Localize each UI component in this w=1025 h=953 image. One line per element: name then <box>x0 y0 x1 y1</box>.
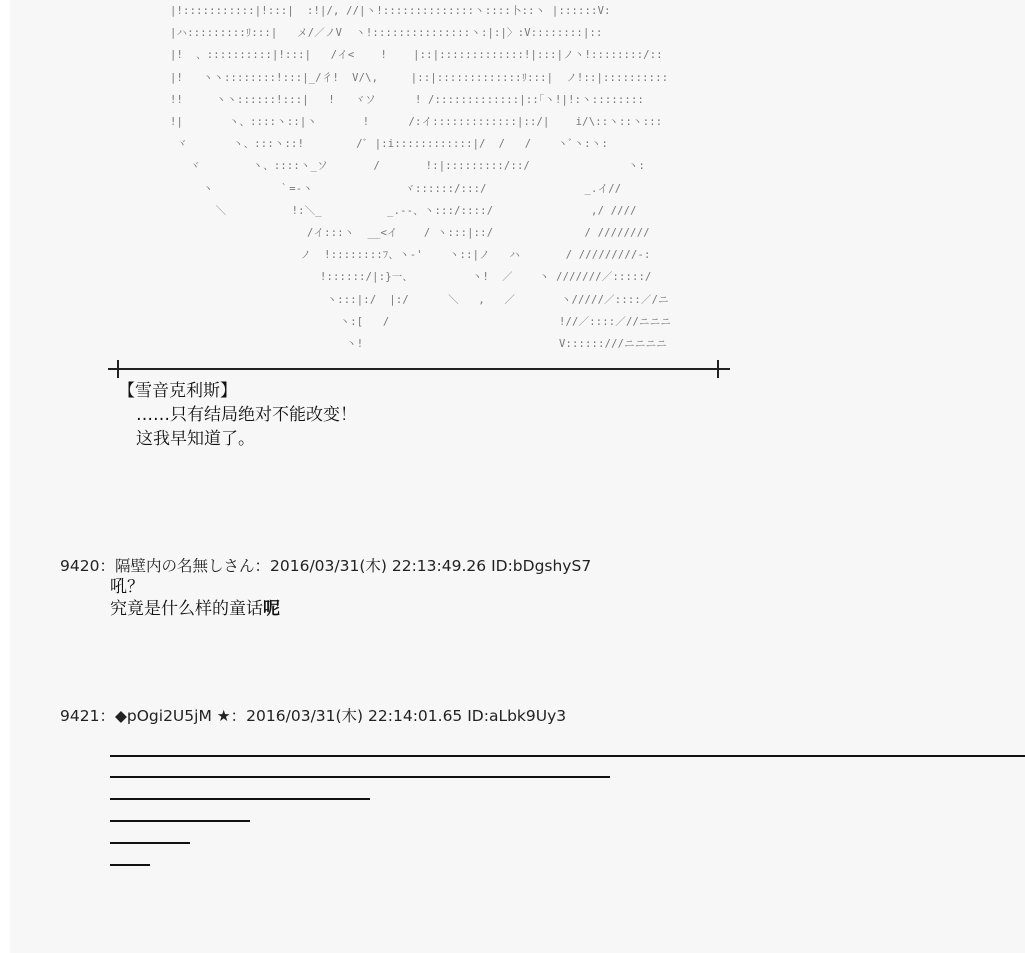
post-separator: ： <box>99 707 115 725</box>
ascii-art: |!:::::::::::|!:::| :!|/, //|丶!::::::::::::::丶::::卜::丶 |::::::V: |ハ:::::::::ﾘ:::| メ/／ノV 丶!:::::::::::::::丶:|:|〉:V::::::::|:: |! 、::::::::::|!:::| /イ< ! |::|:::::::::::::!|:::|ノ丶!::::::::/:: |! 丶丶::::::::!:::|_/彳! V/\, |::|:::::::::::::ﾘ:::| ノ!::|:::::::::: !! 丶丶::::::!:::| ! ヾソ ! /:::::::::::::|::｢丶!|!:丶:::::::: !| 丶、::::丶::|丶 ! /:イ:::::::::::::|::/| i/\::丶::丶::: ヾ 丶、:::丶::! /ﾞ |:i::::::::::::|/ / / 丶ﾞ丶:丶: ヾ 丶、::::丶_ソ / !:|:::::::::/::/ 丶: 丶 ｀=-丶 ヾ::::::/:::/ _.イ// ＼ !:＼_ _.--、丶:::/::::/ ,/ //// /イ:::丶 __<イ / 丶:::|::/ / //////// ノ !::::::::ﾌ、丶-' 丶::|ノ ハ / /////////-: !::::::/|:}一、 丶! ／ 丶 ///////／:::::/ 丶:::|:/ |:/ ＼ , ／ 丶/////／::::／/ニ 丶:[ / !//／::::／//ニニニ 丶! V::::::///ニニニニ <box>170 5 672 351</box>
quote-line-1: ……只有结局绝对不能改变！ <box>136 405 357 425</box>
post-id: ID:bDgshyS7 <box>491 557 592 575</box>
post-author[interactable]: ◆pOgi2U5jM ★ <box>114 707 231 725</box>
post-number: 9421 <box>60 707 100 725</box>
post-number: 9420 <box>60 557 100 575</box>
post-rule-bar <box>110 798 370 800</box>
post-body-text-bold: 呢 <box>263 599 280 619</box>
post-rule-bar <box>110 820 250 822</box>
post-header <box>60 556 591 576</box>
divider-left-tick <box>117 360 119 378</box>
divider-line <box>108 368 730 370</box>
post-datetime: 2016/03/31(木) 22:14:01.65 <box>246 707 463 725</box>
post-rule-bar <box>110 842 190 844</box>
divider-right-tick <box>717 360 719 378</box>
post-author[interactable]: 隔壁内の名無しさん <box>114 557 255 575</box>
post-separator: ： <box>254 557 270 575</box>
post-body-line: 吼？ <box>110 577 144 597</box>
post-header <box>60 706 566 726</box>
post-separator: ： <box>230 707 247 725</box>
post-rule-bar <box>110 755 1025 757</box>
post-body-line <box>110 598 280 620</box>
quote-line-2: 这我早知道了。 <box>136 429 255 449</box>
post-id: ID:aLbk9Uy3 <box>467 707 567 725</box>
post-rule-bar <box>110 776 610 778</box>
post-separator: ： <box>99 557 115 575</box>
post-body-text: 究竟是什么样的童话 <box>110 599 263 619</box>
quote-speaker: 【雪音克利斯】 <box>118 381 237 401</box>
post-datetime: 2016/03/31(木) 22:13:49.26 <box>270 557 487 575</box>
post-rule-bar <box>110 864 150 866</box>
